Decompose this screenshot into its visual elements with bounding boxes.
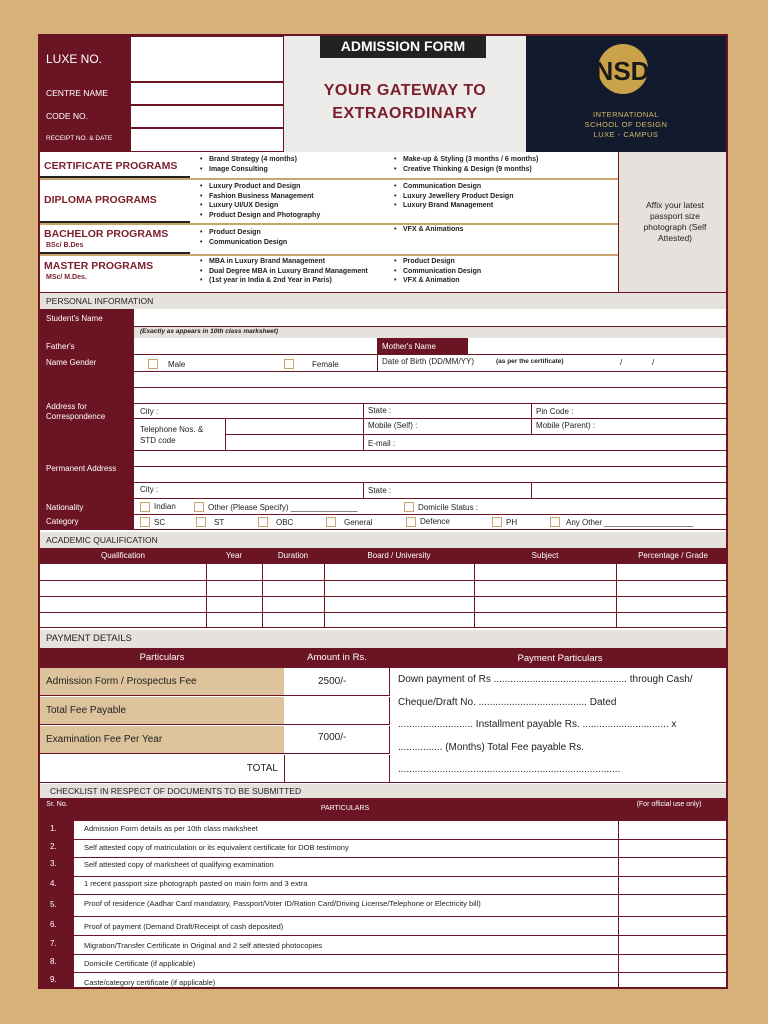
official-col-divider [618,821,619,989]
telephone-label: Telephone Nos. & STD code [140,425,204,445]
perm-address-line-1[interactable] [134,451,728,467]
checklist-item: Proof of residence (Aadhar Card mandatory, Passport/Voter ID/Ration Card/Driving License/Telephone or Electricity bill) [84,899,481,908]
logo-line-1: INTERNATIONAL [593,110,659,119]
receipt-field[interactable] [130,128,284,152]
category-label: Category [46,517,79,526]
personal-info-header [40,292,728,309]
female-label: Female [312,360,339,369]
city-label: City : [140,407,159,416]
program-item: • MBA in Luxury Brand Management [200,257,385,267]
defence-label: Defence [420,517,450,526]
any-other-checkbox[interactable] [550,517,560,527]
checklist-col-particulars: PARTICULARS [320,805,370,812]
logo-mark: NSD [594,56,650,86]
program-item: • Luxury UI/UX Design [200,201,385,211]
fee-label: Admission Form / Prospectus Fee [46,676,197,687]
perm-city-label: City : [140,485,159,494]
mobile-parent-label: Mobile (Parent) : [536,421,596,430]
row-divider [74,954,728,955]
receipt-label: RECEIPT NO. & DATE [46,135,113,142]
ph-label: PH [506,518,518,527]
program-item: • Product Design [394,257,614,267]
category-row [134,515,728,530]
personal-info-title: PERSONAL INFORMATION [46,296,154,306]
address-correspondence-label: Address for Correspondence [46,402,106,421]
checklist-item: Domicile Certificate (if applicable) [84,959,196,968]
checklist-no: 5. [50,900,57,909]
program-item: • (1st year in India & 2nd Year in Paris) [200,276,385,286]
fee-amount-admission[interactable] [284,668,390,696]
dob-row[interactable] [378,355,728,372]
payment-col-particulars: Particulars [139,652,185,663]
checklist-no: 7. [50,939,57,948]
payment-table-header [40,648,390,668]
female-checkbox[interactable] [284,359,294,369]
father-field[interactable] [134,338,378,355]
academic-header [40,532,728,548]
logo-line-2: SCHOOL OF DESIGN [584,120,668,129]
checklist-no: 1. [50,824,57,833]
program-item: • Image Consulting [200,165,385,175]
state-label: State : [368,406,392,415]
row-divider [74,935,728,936]
indian-checkbox[interactable] [140,502,150,512]
pin-label: Pin Code : [536,407,574,416]
fee-amount: 2500/- [318,676,347,687]
sc-label: SC [154,518,166,527]
gender-row [134,355,378,372]
perm-address-line-2[interactable] [134,467,728,483]
mother-label-cell [378,338,468,355]
photo-box[interactable] [618,152,728,292]
dob-note: (as per the certificate) [496,358,564,365]
checklist-item: Self attested copy of marksheet of qualifying examination [84,860,274,869]
col-divider [324,564,325,628]
divider [40,252,190,254]
address-line-1[interactable] [134,372,728,388]
divider [40,176,190,178]
payment-line: ........................... Installment payable Rs. ............................... x [398,719,677,730]
certificate-programs-right [394,155,614,174]
payment-header [40,630,728,648]
domicile-label: Domicile Status : [418,503,479,512]
payment-particulars-body[interactable] [390,668,728,783]
checklist-item: Admission Form details as per 10th class marksheet [84,824,258,833]
checklist-no: 9. [50,975,57,984]
row-divider [40,580,728,581]
payment-line: ................ (Months) Total Fee payable Rs. [398,742,585,753]
defence-checkbox[interactable] [406,517,416,527]
row-divider [40,627,728,628]
checklist-no: 6. [50,920,57,929]
student-name-label: Student's Name [46,314,103,323]
row-divider [74,972,728,973]
col-qualification: Qualification [100,551,146,560]
std-code-field[interactable] [226,435,364,451]
diploma-programs-right [394,182,614,211]
obc-checkbox[interactable] [258,517,268,527]
bachelor-programs-title: BACHELOR PROGRAMS [44,228,169,240]
male-checkbox[interactable] [148,359,158,369]
father-label: Father's [46,342,75,351]
address-line-2[interactable] [134,388,728,404]
program-item: • Product Design [200,228,385,238]
mother-field[interactable] [468,338,728,355]
fee-amount-total[interactable] [284,755,390,783]
student-name-field[interactable] [134,309,728,327]
diploma-programs-left [200,182,385,220]
col-year: Year [225,551,243,560]
certificate-programs-left [200,155,385,174]
ph-checkbox[interactable] [492,517,502,527]
mobile-self-field[interactable] [364,419,532,435]
col-duration: Duration [277,551,309,560]
certificate-programs-title: CERTIFICATE PROGRAMS [44,160,178,172]
program-item: • VFX & Animation [394,276,614,286]
male-label: Male [168,360,186,369]
checklist-item: Proof of payment (Demand Draft/Receipt of cash deposited) [84,922,284,931]
perm-state-field[interactable] [364,483,532,498]
row-divider [74,894,728,895]
mother-label: Mother's Name [382,342,436,351]
fee-amount: 7000/- [318,732,347,743]
program-item: • Brand Strategy (4 months) [200,155,385,165]
program-item: • Luxury Brand Management [394,201,614,211]
code-no-label: CODE NO. [46,111,89,121]
academic-table-body[interactable] [40,564,728,628]
checklist-col-official: (For official use only) [636,801,702,808]
centre-name-field[interactable] [130,82,284,105]
checklist-title: CHECKLIST IN RESPECT OF DOCUMENTS TO BE SUBMITTED [50,786,302,796]
dob-slash-2: / [652,358,655,367]
general-label: General [344,518,373,527]
fee-row-total-payable [40,697,284,725]
program-item: • VFX & Animations [394,225,614,235]
program-item: • Communication Design [200,238,385,248]
academic-table-header [40,548,728,564]
any-other-label: Any Other ____________________ [566,518,694,527]
mobile-parent-field[interactable] [532,419,728,435]
luxe-no-field[interactable] [130,36,284,82]
st-checkbox[interactable] [196,517,206,527]
checklist-no: 4. [50,879,57,888]
fee-amount-total-payable[interactable] [284,697,390,725]
checklist-no: 3. [50,859,57,868]
col-subject: Subject [531,551,559,560]
perm-state-label: State : [368,486,392,495]
row-divider [74,916,728,917]
academic-title: ACADEMIC QUALIFICATION [46,535,158,545]
checklist-item: 1 recent passport size photograph pasted on main form and 3 extra [84,879,308,888]
checklist-col-sr: Sr. No. [46,801,68,808]
program-item: • Communication Design [394,267,614,277]
master-programs-sub: MSc/ M.Des. [46,274,87,281]
exact-note: (Exactly as appears in 10th class marksheet) [140,328,279,335]
payment-col-amount: Amount in Rs. [307,652,367,663]
divider [40,221,190,223]
checklist-no: 2. [50,842,57,851]
admission-form-page [38,34,728,989]
master-programs-left [200,257,385,286]
logo-line-3: LUXE - CAMPUS [593,130,659,139]
col-percentage: Percentage / Grade [638,551,708,560]
checklist-table-header [40,798,728,821]
bachelor-programs-right [394,225,614,235]
checklist-item: Caste/category certificate (if applicable) [84,978,216,987]
row-divider [40,596,728,597]
payment-particulars-title: Payment Particulars [517,653,603,664]
mobile-self-label: Mobile (Self) : [368,421,418,430]
checklist-header [40,784,728,798]
tagline-line-1: YOUR GATEWAY TO [323,82,487,99]
luxe-no-label: LUXE NO. [46,52,103,66]
col-divider [206,564,207,628]
program-item: • Communication Design [394,182,614,192]
payment-title: PAYMENT DETAILS [46,633,132,644]
telephone-cell [134,419,226,451]
program-item: • Make-up & Styling (3 months / 6 months) [394,155,614,165]
centre-name-label: CENTRE NAME [46,88,108,98]
nationality-row [134,499,728,515]
programs-block [40,152,618,292]
row-divider [74,876,728,877]
program-item: • Luxury Jewellery Product Design [394,192,614,202]
program-item: • Fashion Business Management [200,192,385,202]
perm-address-city-row [134,483,728,499]
dob-slash-1: / [620,358,623,367]
permanent-address-label: Permanent Address [46,464,117,473]
sc-checkbox[interactable] [140,517,150,527]
email-field[interactable] [364,435,728,451]
checklist-no: 8. [50,957,57,966]
indian-label: Indian [154,502,176,511]
col-divider [474,564,475,628]
checklist-item: Self attested copy of matriculation or its equivalent certificate for DOB testimony [84,843,349,852]
email-label: E-mail : [368,439,396,448]
other-nationality-label: Other (Please Specify) _______________ [208,503,358,512]
master-programs-right [394,257,614,286]
checklist-body [40,821,728,989]
program-item: • Dual Degree MBA in Luxury Brand Management [200,267,385,277]
fee-label: Total Fee Payable [46,705,127,716]
fee-row-admission [40,668,284,696]
program-item: • Creative Thinking & Design (9 months) [394,165,614,175]
code-no-field[interactable] [130,105,284,128]
bachelor-programs-sub: BSc/ B.Des [46,242,84,249]
fee-label: Examination Fee Per Year [46,734,163,745]
general-checkbox[interactable] [326,517,336,527]
st-label: ST [214,518,225,527]
other-nationality-checkbox[interactable] [194,502,204,512]
master-programs-title: MASTER PROGRAMS [44,260,154,272]
tagline-line-2: EXTRAORDINARY [332,105,478,122]
fee-row-exam [40,726,284,754]
row-divider [74,857,728,858]
row-divider [40,612,728,613]
bachelor-programs-left [200,228,385,247]
col-divider [616,564,617,628]
fee-amount-exam[interactable] [284,726,390,754]
fee-row-total [40,755,284,783]
dob-label: Date of Birth (DD/MM/YY) [382,357,475,366]
domicile-checkbox[interactable] [404,502,414,512]
city-field[interactable] [134,404,364,419]
form-title: ADMISSION FORM [320,36,486,58]
pin-field[interactable] [532,404,728,419]
telephone-field[interactable] [226,419,364,435]
payment-line: ................................................................................ [398,764,621,775]
program-item: • Product Design and Photography [200,211,385,221]
photo-instructions: Affix your latest passport size photograph (Self Attested) [643,200,707,243]
exact-note-row [134,327,728,338]
payment-line: Down payment of Rs ................................................ through Cash/ [398,674,693,685]
row-divider [74,839,728,840]
total-label: TOTAL [246,763,278,774]
payment-line: Cheque/Draft No. ....................................... Dated [398,697,617,708]
perm-city-field[interactable] [134,483,364,498]
checklist-item: Migration/Transfer Certificate in Original and 2 self attested photocopies [84,941,323,950]
logo-panel [526,36,728,152]
program-item: • Luxury Product and Design [200,182,385,192]
nationality-label: Nationality [46,503,84,512]
name-gender-label: Name Gender [46,358,97,367]
state-field[interactable] [364,404,532,419]
payment-particulars-header [390,648,728,668]
col-divider [262,564,263,628]
diploma-programs-title: DIPLOMA PROGRAMS [44,194,157,206]
col-board: Board / University [367,551,431,560]
obc-label: OBC [276,518,294,527]
